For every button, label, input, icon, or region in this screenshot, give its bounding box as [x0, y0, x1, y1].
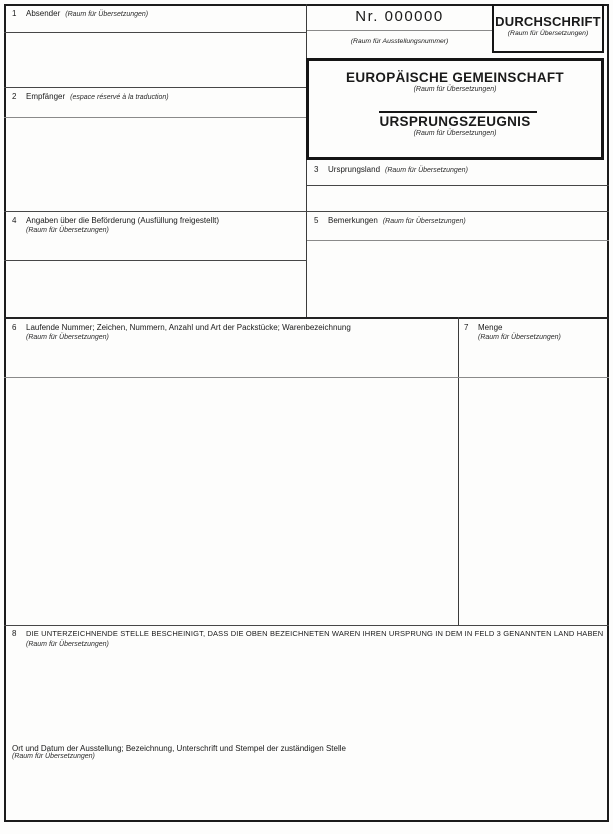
field6-content-area — [5, 378, 457, 624]
field6-header — [12, 323, 351, 342]
field3-content-area — [307, 186, 607, 210]
issue-number — [307, 8, 492, 25]
community-note: (Raum für Übersetzungen) — [413, 86, 497, 93]
goods-section-top-rule — [4, 317, 609, 319]
signature-label: Ort und Datum der Ausstellung; Bezeichnung, Unterschrift und Stempel der zuständigen Stelle — [12, 744, 346, 753]
field8-note: (Raum für Übersetzungen) — [26, 640, 109, 648]
copy-title: DURCHSCHRIFT — [495, 14, 601, 29]
field8-header — [12, 629, 603, 649]
title-box — [306, 58, 604, 160]
field2-note: (espace réservé à la traduction) — [70, 94, 169, 101]
field4-content-area — [5, 261, 305, 317]
field5-content-area — [307, 241, 607, 317]
field8-content-area — [5, 655, 605, 740]
field7-note: (Raum für Übersetzungen) — [478, 334, 561, 342]
field4-header — [12, 216, 219, 235]
nr-rule — [307, 30, 492, 31]
certificate-title: URSPRUNGSZEUGNIS — [379, 114, 531, 129]
field5-note: (Raum für Übersetzungen) — [382, 218, 466, 225]
field3-label: Ursprungsland — [328, 165, 381, 174]
certificate-note: (Raum für Übersetzungen) — [413, 130, 497, 137]
signature-block — [12, 744, 346, 761]
field1-header — [12, 9, 148, 19]
field1-content-area — [5, 33, 305, 86]
field6-label: Laufende Nummer; Zeichen, Nummern, Anzahl und Art der Packstücke; Warenbezeichnung — [26, 323, 351, 332]
issue-number-note: (Raum für Ausstellungsnummer) — [350, 38, 449, 45]
issue-number-value: Nr. 000000 — [355, 8, 444, 25]
field6-note: (Raum für Übersetzungen) — [26, 334, 109, 342]
field6-number: 6 — [12, 323, 17, 332]
field5-header — [314, 216, 466, 226]
signature-note: (Raum für Übersetzungen) — [12, 753, 95, 761]
field1-note: (Raum für Übersetzungen) — [65, 11, 149, 18]
field8-number: 8 — [12, 629, 17, 638]
field7-label: Menge — [478, 323, 503, 332]
copy-box — [492, 4, 604, 53]
field1-number: 1 — [12, 9, 17, 18]
field5-label: Bemerkungen — [328, 216, 378, 225]
certification-top-rule — [4, 625, 609, 626]
field4-label: Angaben über die Beförderung (Ausfüllung freigestellt) — [26, 216, 220, 225]
community-title: EUROPÄISCHE GEMEINSCHAFT — [346, 70, 564, 85]
fields45-top-rule — [4, 211, 609, 212]
field8-label: DIE UNTERZEICHNENDE STELLE BESCHEINIGT, DASS DIE OBEN BEZEICHNETEN WAREN IHREN URSPRUNG IN DEM IN FELD 3 GENANNTEN LAND HABEN — [26, 629, 604, 638]
field5-number: 5 — [314, 216, 319, 225]
issue-number-note-wrap — [307, 38, 492, 46]
copy-note: (Raum für Übersetzungen) — [507, 30, 589, 37]
field7-header — [464, 323, 561, 342]
field4-number: 4 — [12, 216, 17, 225]
title-divider — [379, 111, 537, 113]
field3-header — [314, 165, 468, 175]
field7-content-area — [459, 378, 607, 624]
field2-number: 2 — [12, 92, 17, 101]
signature-area — [5, 765, 605, 820]
field2-top-rule — [4, 87, 307, 88]
field2-label: Empfänger — [26, 92, 66, 101]
field7-number: 7 — [464, 323, 469, 332]
field3-number: 3 — [314, 165, 319, 174]
field3-note: (Raum für Übersetzungen) — [385, 167, 468, 174]
field2-header — [12, 92, 169, 102]
field2-content-area — [5, 118, 305, 210]
field1-label: Absender — [26, 9, 61, 18]
field4-note: (Raum für Übersetzungen) — [26, 227, 109, 235]
